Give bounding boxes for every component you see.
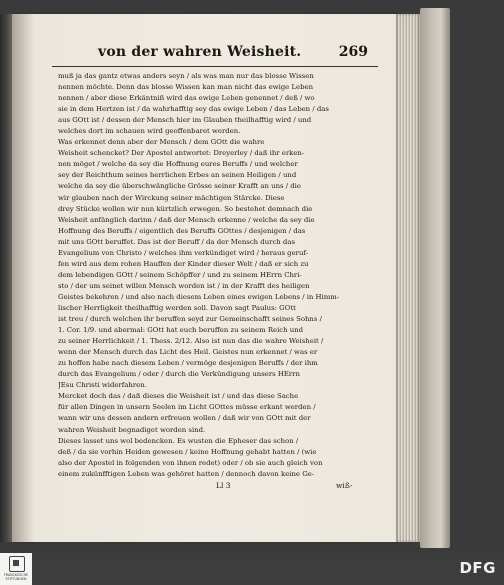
signature-mark: Ll 3 (216, 481, 231, 490)
text-line: Weisheit schencket? Der Apostel antwortet: Dreyerley / daß ihr erken- (58, 149, 305, 158)
text-line: sto / der um seinet willen Mensch worden ist / in der Krafft des heiligen (58, 281, 310, 290)
institution-logo-icon (9, 556, 25, 572)
text-line: sie in dem Hertzen ist / da wahrhafftig sey das ewige Leben / das Leben / das (58, 105, 329, 114)
text-line: 1. Cor. 1/9. und abermal: GOtt hat euch beruffen zu seinem Reich und (58, 326, 304, 335)
text-line: aus GOtt ist / dessen der Mensch hier im Glauben theilhafftig wird / und (58, 116, 312, 125)
text-line: also der Apostel in folgenden von ihnen redet) oder / ob sie auch gleich von (58, 458, 323, 467)
franckesche-stiftungen-logo (0, 553, 32, 585)
text-line: für allen Dingen in unsern Seelen im Licht GOttes müsse erkant werden / (58, 403, 316, 412)
book-page (12, 14, 396, 542)
text-line: zu hoffen habe nach diesem Leben / vermöge desjenigen Beruffs / der ihm (58, 359, 318, 368)
text-line: drey Stücke wollen wir nun kürtzlich erwegen. So bestehet demnach die (58, 204, 313, 213)
page-edges (396, 14, 420, 542)
text-line: nennen möchte. Denn das blosse Wissen kan man nicht das ewige Leben (58, 83, 314, 92)
text-line: JEsu Christi widerfahren. (58, 381, 147, 390)
text-line: wir glauben nach der Wirckung seiner mächtigen Stärcke. Diese (58, 193, 285, 202)
footer-bar (0, 553, 504, 585)
gutter-shadow (12, 14, 34, 542)
dfg-logo: DFG (459, 559, 496, 577)
running-title: von der wahren Weisheit. (98, 44, 302, 60)
text-line: lischer Herrligkeit theilhafftig werden soll. Davon sagt Paulus: GOtt (58, 303, 296, 312)
logo-text: FRANCKESCHE STIFTUNGEN (3, 573, 29, 581)
text-line: welches dort im schauen wird geoffenbaret werden. (58, 127, 241, 136)
text-line: deß / da sie vorhin Heiden gewesen / keine Hoffnung gehabt hatten / (wie (58, 447, 317, 456)
text-line: Evangelium von Christo / welches ihm verkündiget wird / heraus geruf- (58, 248, 309, 257)
book-cover-left (0, 14, 12, 542)
text-line: wenn der Mensch durch das Licht des Heil. Geistes nun erkennet / was er (58, 348, 318, 357)
text-line: sey der Reichthum seines herrlichen Erbes an seinen Heiligen / und (58, 171, 297, 180)
book-cover-right (420, 8, 450, 548)
text-line: nen möget / welche da sey die Hoffnung eures Beruffs / und welcher (58, 160, 298, 169)
text-line: durch das Evangelium / oder / durch die Verkündigung unsers HErrn (58, 370, 300, 379)
text-line: nennen / aber diese Erkäntniß wird das ewige Leben genennet / deß / wo (58, 94, 315, 103)
text-line: Mercket doch das / daß dieses die Weisheit ist / und das diese Sache (58, 392, 299, 401)
text-line: Hoffnung des Beruffs / eigentlich des Beruffs GOttes / desjenigen / das (58, 226, 306, 235)
text-line: fen wird aus dem rohen Hauffen der Kinder dieser Welt / daß er sich zu (58, 259, 309, 268)
text-line: Dieses lasset uns wol bedencken. Es wusten die Epheser das schon / (58, 436, 299, 445)
text-line: Geistes bekehren / und also nach diesem Leben eines ewigen Lebens / in Himm- (58, 292, 340, 301)
text-line: Weisheit anfänglich darinn / daß der Mensch erkenne / welche da sey die (58, 215, 315, 224)
text-line: ist treu / durch welchen ihr beruffen seyd zur Gemeinschafft seines Sohns / (58, 315, 322, 324)
text-line: wahren Weisheit begnadiget worden sind. (58, 425, 206, 434)
text-line: muß ja das gantz etwas anders seyn / als was man nur das blosse Wissen (58, 72, 314, 80)
text-line: zu seiner Herrlichkeit / 1. Thess. 2/12. Also ist nun das die wahre Weisheit / (58, 337, 324, 346)
running-header (98, 44, 368, 66)
text-line: Was erkennet denn aber der Mensch / dem GOtt die wahre (58, 138, 265, 147)
page-number: 269 (338, 44, 368, 60)
text-line: mit uns GOtt beruffet. Das ist der Beruff / da der Mensch durch das (58, 237, 295, 246)
text-line: wann wir uns dessen andern erfreuen wollen / daß wir von GOtt mit der (58, 414, 311, 423)
header-rule (52, 66, 378, 67)
text-line: einem zukünfftigen Leben was gehöret hatten / dennoch davon keine Ge- (58, 469, 315, 478)
catchword: wiß- (336, 481, 353, 490)
body-text (58, 71, 378, 480)
text-line: dem lebendigen GOtt / seinem Schöpffer / und zu seinem HErrn Chri- (58, 270, 302, 279)
text-line: welche da sey die überschwängliche Grösse seiner Krafft an uns / die (58, 182, 301, 191)
